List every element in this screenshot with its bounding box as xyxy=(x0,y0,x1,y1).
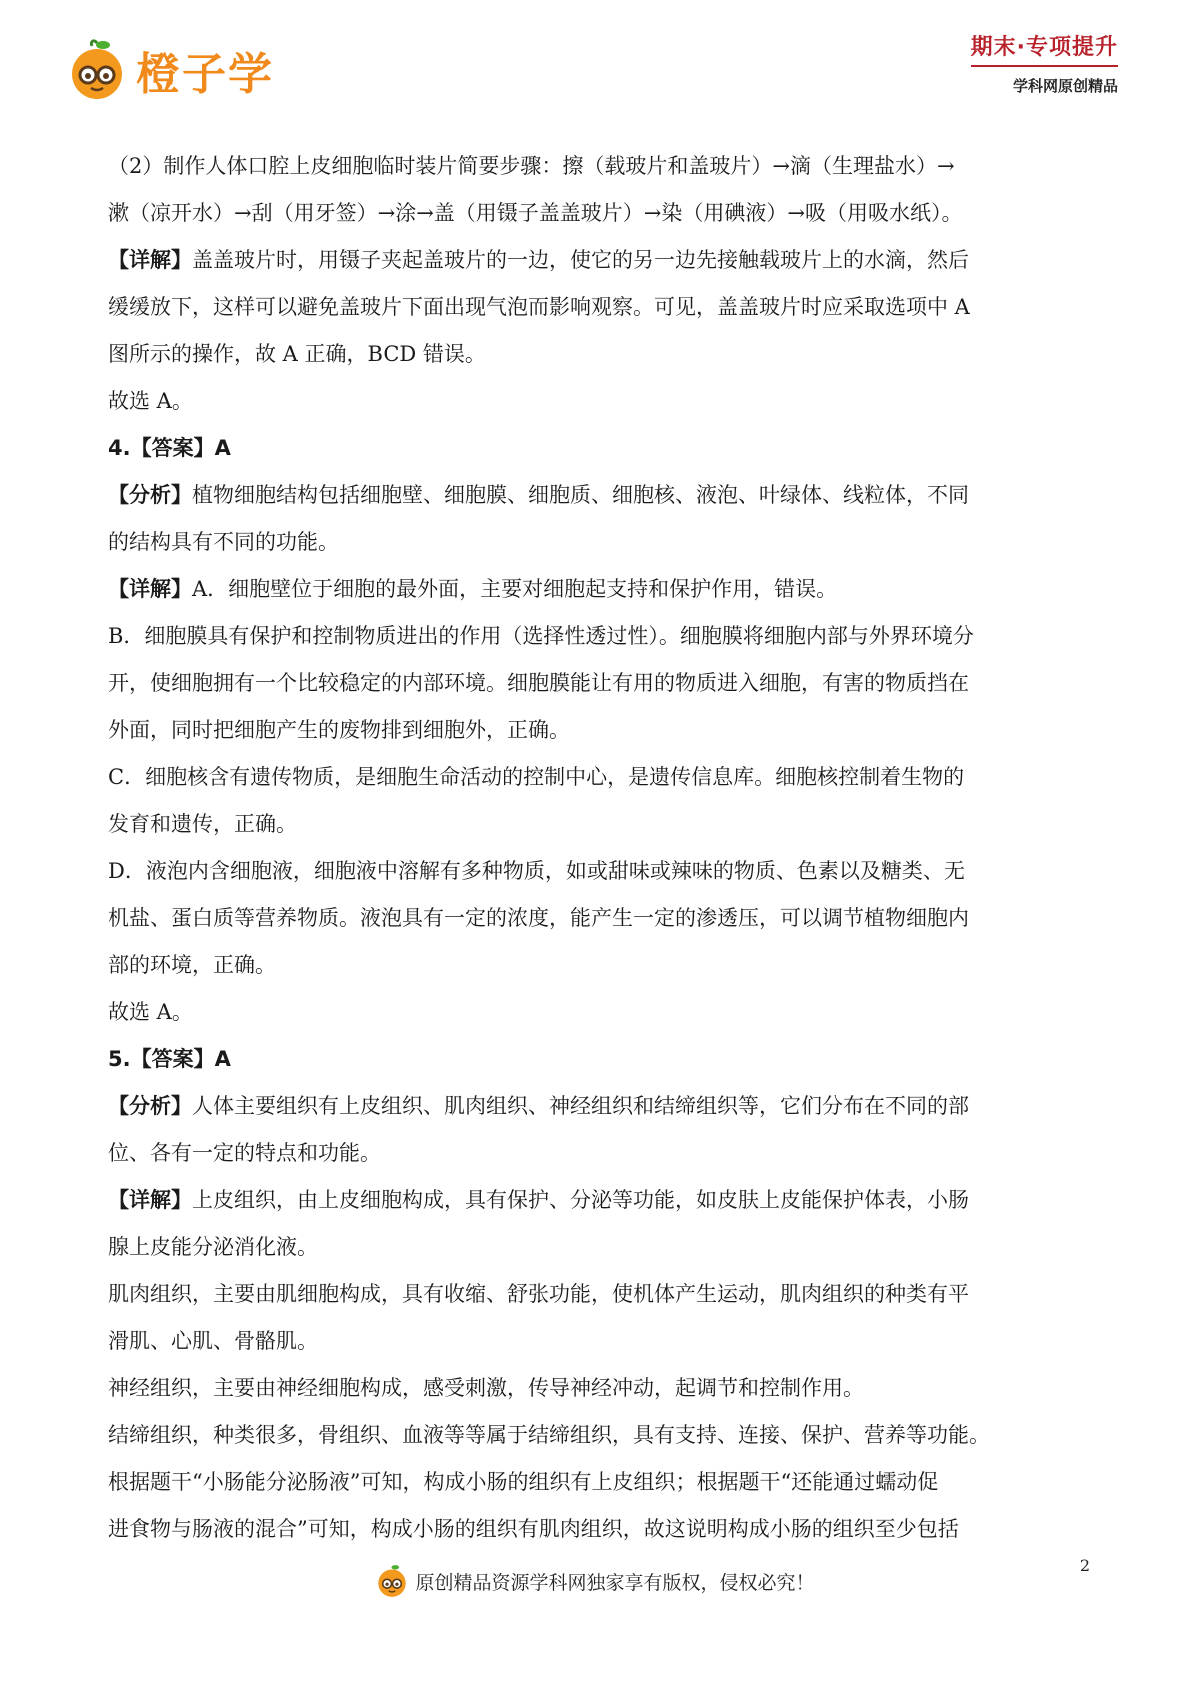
text-line: 图所示的操作，故 A 正确，BCD 错误。 xyxy=(108,342,486,366)
text-run: 盖盖玻片时，用镊子夹起盖玻片的一边，使它的另一边先接触载玻片上的水滴，然后 xyxy=(192,248,969,272)
section-label: 【分析】 xyxy=(108,1094,192,1118)
text-line: 部的环境，正确。 xyxy=(108,953,276,977)
text-line xyxy=(108,566,1090,613)
text-line: 位、各有一定的特点和功能。 xyxy=(108,1141,381,1165)
text-line xyxy=(108,1083,1090,1130)
answer-heading-5: 5.【答案】A xyxy=(108,1047,231,1071)
text-line: 滑肌、心肌、骨骼肌。 xyxy=(108,1329,318,1353)
text-line xyxy=(108,237,1090,284)
brand-subtitle: 学科网原创精品 xyxy=(1012,77,1118,95)
text-line: C．细胞核含有遗传物质，是细胞生命活动的控制中心，是遗传信息库。细胞核控制着生物的 xyxy=(108,765,965,789)
text-run: 上皮组织，由上皮细胞构成，具有保护、分泌等功能，如皮肤上皮能保护体表，小肠 xyxy=(192,1188,969,1212)
page-number: 2 xyxy=(1079,1556,1090,1575)
footer xyxy=(0,1564,1190,1598)
text-run: A．细胞壁位于细胞的最外面，主要对细胞起支持和保护作用，错误。 xyxy=(192,577,838,601)
section-label: 【详解】 xyxy=(108,248,192,272)
text-line: 结缔组织，种类很多，骨组织、血液等等属于结缔组织，具有支持、连接、保护、营养等功能。 xyxy=(108,1423,990,1447)
text-line: 根据题干“小肠能分泌肠液”可知，构成小肠的组织有上皮组织；根据题干“还能通过蠕动促 xyxy=(108,1470,939,1494)
section-label: 【详解】 xyxy=(108,1188,192,1212)
text-line: 神经组织，主要由神经细胞构成，感受刺激，传导神经冲动，起调节和控制作用。 xyxy=(108,1376,864,1400)
text-line xyxy=(108,472,1090,519)
text-line: 缓缓放下，这样可以避免盖玻片下面出现气泡而影响观察。可见，盖盖玻片时应采取选项中 A xyxy=(108,295,970,319)
orange-mascot-icon xyxy=(66,39,128,101)
text-line: 的结构具有不同的功能。 xyxy=(108,530,339,554)
answer-heading-4: 4.【答案】A xyxy=(108,436,231,460)
logo xyxy=(66,30,274,110)
text-line: 故选 A。 xyxy=(108,389,193,413)
text-line: 机盐、蛋白质等营养物质。液泡具有一定的浓度，能产生一定的渗透压，可以调节植物细胞内 xyxy=(108,906,969,930)
text-line: 漱（凉开水）→刮（用牙签）→涂→盖（用镊子盖盖玻片）→染（用碘液）→吸（用吸水纸）。 xyxy=(108,201,963,225)
orange-mascot-icon xyxy=(375,1564,409,1598)
text-line: 外面，同时把细胞产生的废物排到细胞外，正确。 xyxy=(108,718,570,742)
text-line: D．液泡内含细胞液，细胞液中溶解有多种物质，如或甜味或辣味的物质、色素以及糖类、无 xyxy=(108,859,965,883)
copyright-text: 原创精品资源学科网独家享有版权，侵权必究！ xyxy=(415,1571,815,1594)
text-line: 发育和遗传，正确。 xyxy=(108,812,297,836)
text-line: 进食物与肠液的混合”可知，构成小肠的组织有肌肉组织，故这说明构成小肠的组织至少包括 xyxy=(108,1517,959,1541)
text-line: 开，使细胞拥有一个比较稳定的内部环境。细胞膜能让有用的物质进入细胞，有害的物质挡在 xyxy=(108,671,969,695)
section-label: 【分析】 xyxy=(108,483,192,507)
answer-content xyxy=(108,143,1090,1553)
text-line: B．细胞膜具有保护和控制物质进出的作用（选择性透过性）。细胞膜将细胞内部与外界环境分 xyxy=(108,624,974,648)
logo-text: 橙子学 xyxy=(136,49,274,100)
text-run: 植物细胞结构包括细胞壁、细胞膜、细胞质、细胞核、液泡、叶绿体、线粒体，不同 xyxy=(192,483,969,507)
text-line: 故选 A。 xyxy=(108,1000,193,1024)
text-run: 人体主要组织有上皮组织、肌肉组织、神经组织和结缔组织等，它们分布在不同的部 xyxy=(192,1094,969,1118)
text-line: （2）制作人体口腔上皮细胞临时装片简要步骤：擦（载玻片和盖玻片）→滴（生理盐水）→ xyxy=(108,154,955,178)
brand-title: 期末·专项提升 xyxy=(971,30,1118,67)
text-line: 腺上皮能分泌消化液。 xyxy=(108,1235,318,1259)
text-line: 肌肉组织，主要由肌细胞构成，具有收缩、舒张功能，使机体产生运动，肌肉组织的种类有平 xyxy=(108,1282,969,1306)
text-line xyxy=(108,1177,1090,1224)
brand-block xyxy=(971,30,1118,96)
section-label: 【详解】 xyxy=(108,577,192,601)
